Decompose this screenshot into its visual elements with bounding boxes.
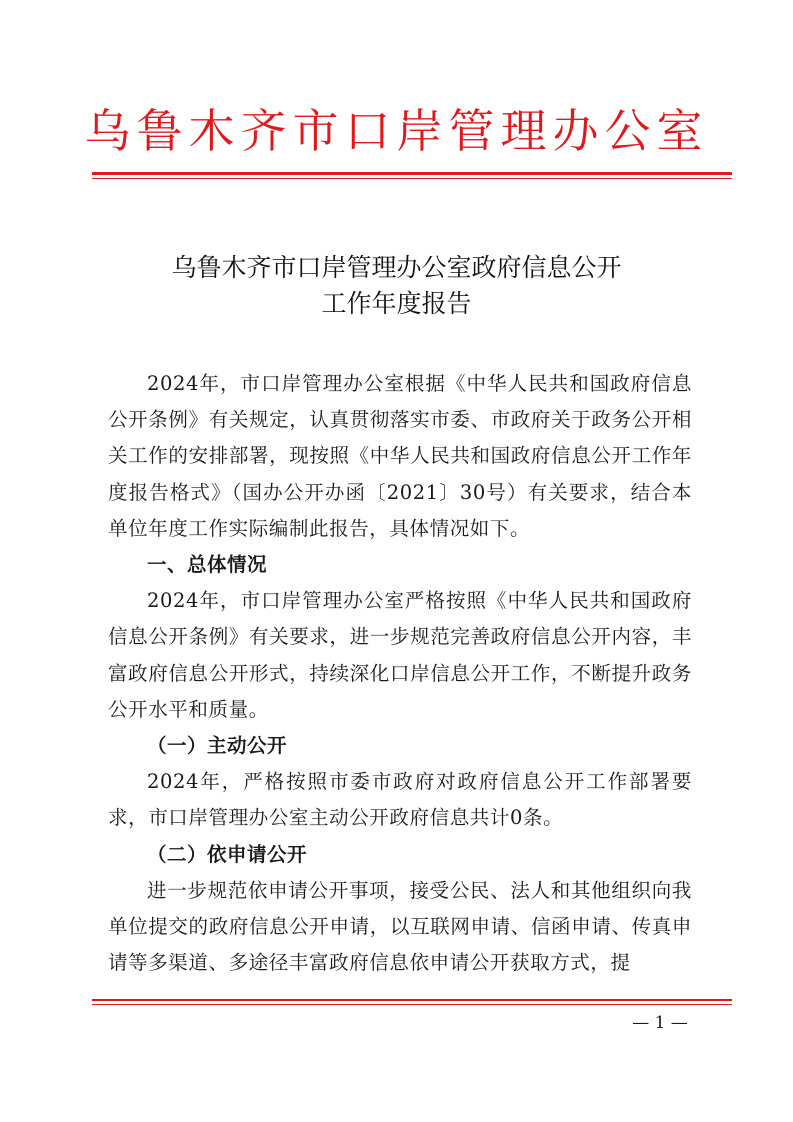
subsection-heading-on-request: （二）依申请公开 <box>147 842 308 866</box>
footer-divider-thick <box>92 999 732 1001</box>
masthead-divider-thin <box>92 178 732 179</box>
subsection-heading-proactive: （一）主动公开 <box>147 734 288 758</box>
document-title-line1: 乌鲁木齐市口岸管理办公室政府信息公开 <box>171 253 622 282</box>
masthead-divider-thick <box>92 172 732 175</box>
document-title <box>0 250 793 322</box>
footer-divider-thin <box>92 1004 732 1005</box>
document-title-line2: 工作年度报告 <box>321 289 472 318</box>
on-request-paragraph: 进一步规范依申请公开事项，接受公民、法人和其他组织向我单位提交的政府信息公开申请，以互联网申请、信函申请、传真申请等多渠道、多途径丰富政府信息依申请公开获取方式，提 <box>108 878 692 975</box>
intro-paragraph: 2024年，市口岸管理办公室根据《中华人民共和国政府信息公开条例》有关规定，认真贯彻落实市委、市政府关于政务公开相关工作的安排部署，现按照《中华人民共和国政府信息公开工作年度报告格式》（国办公开办函〔2021〕30号）有关要求，结合本单位年度工作实际编制此报告，具体情况如下。 <box>108 372 692 540</box>
page-number: — 1 — <box>632 1013 688 1033</box>
overview-paragraph: 2024年，市口岸管理办公室严格按照《中华人民共和国政府信息公开条例》有关要求，进一步规范完善政府信息公开内容，丰富政府信息公开形式，持续深化口岸信息公开工作，不断提升政务公开水平和质量。 <box>108 589 692 721</box>
masthead-title: 乌鲁木齐市口岸管理办公室 <box>84 104 709 158</box>
proactive-paragraph: 2024年，严格按照市委市政府对政府信息公开工作部署要求，市口岸管理办公室主动公开政府信息共计0条。 <box>108 770 692 830</box>
document-body <box>108 366 692 981</box>
section-heading-overview: 一、总体情况 <box>147 553 268 577</box>
